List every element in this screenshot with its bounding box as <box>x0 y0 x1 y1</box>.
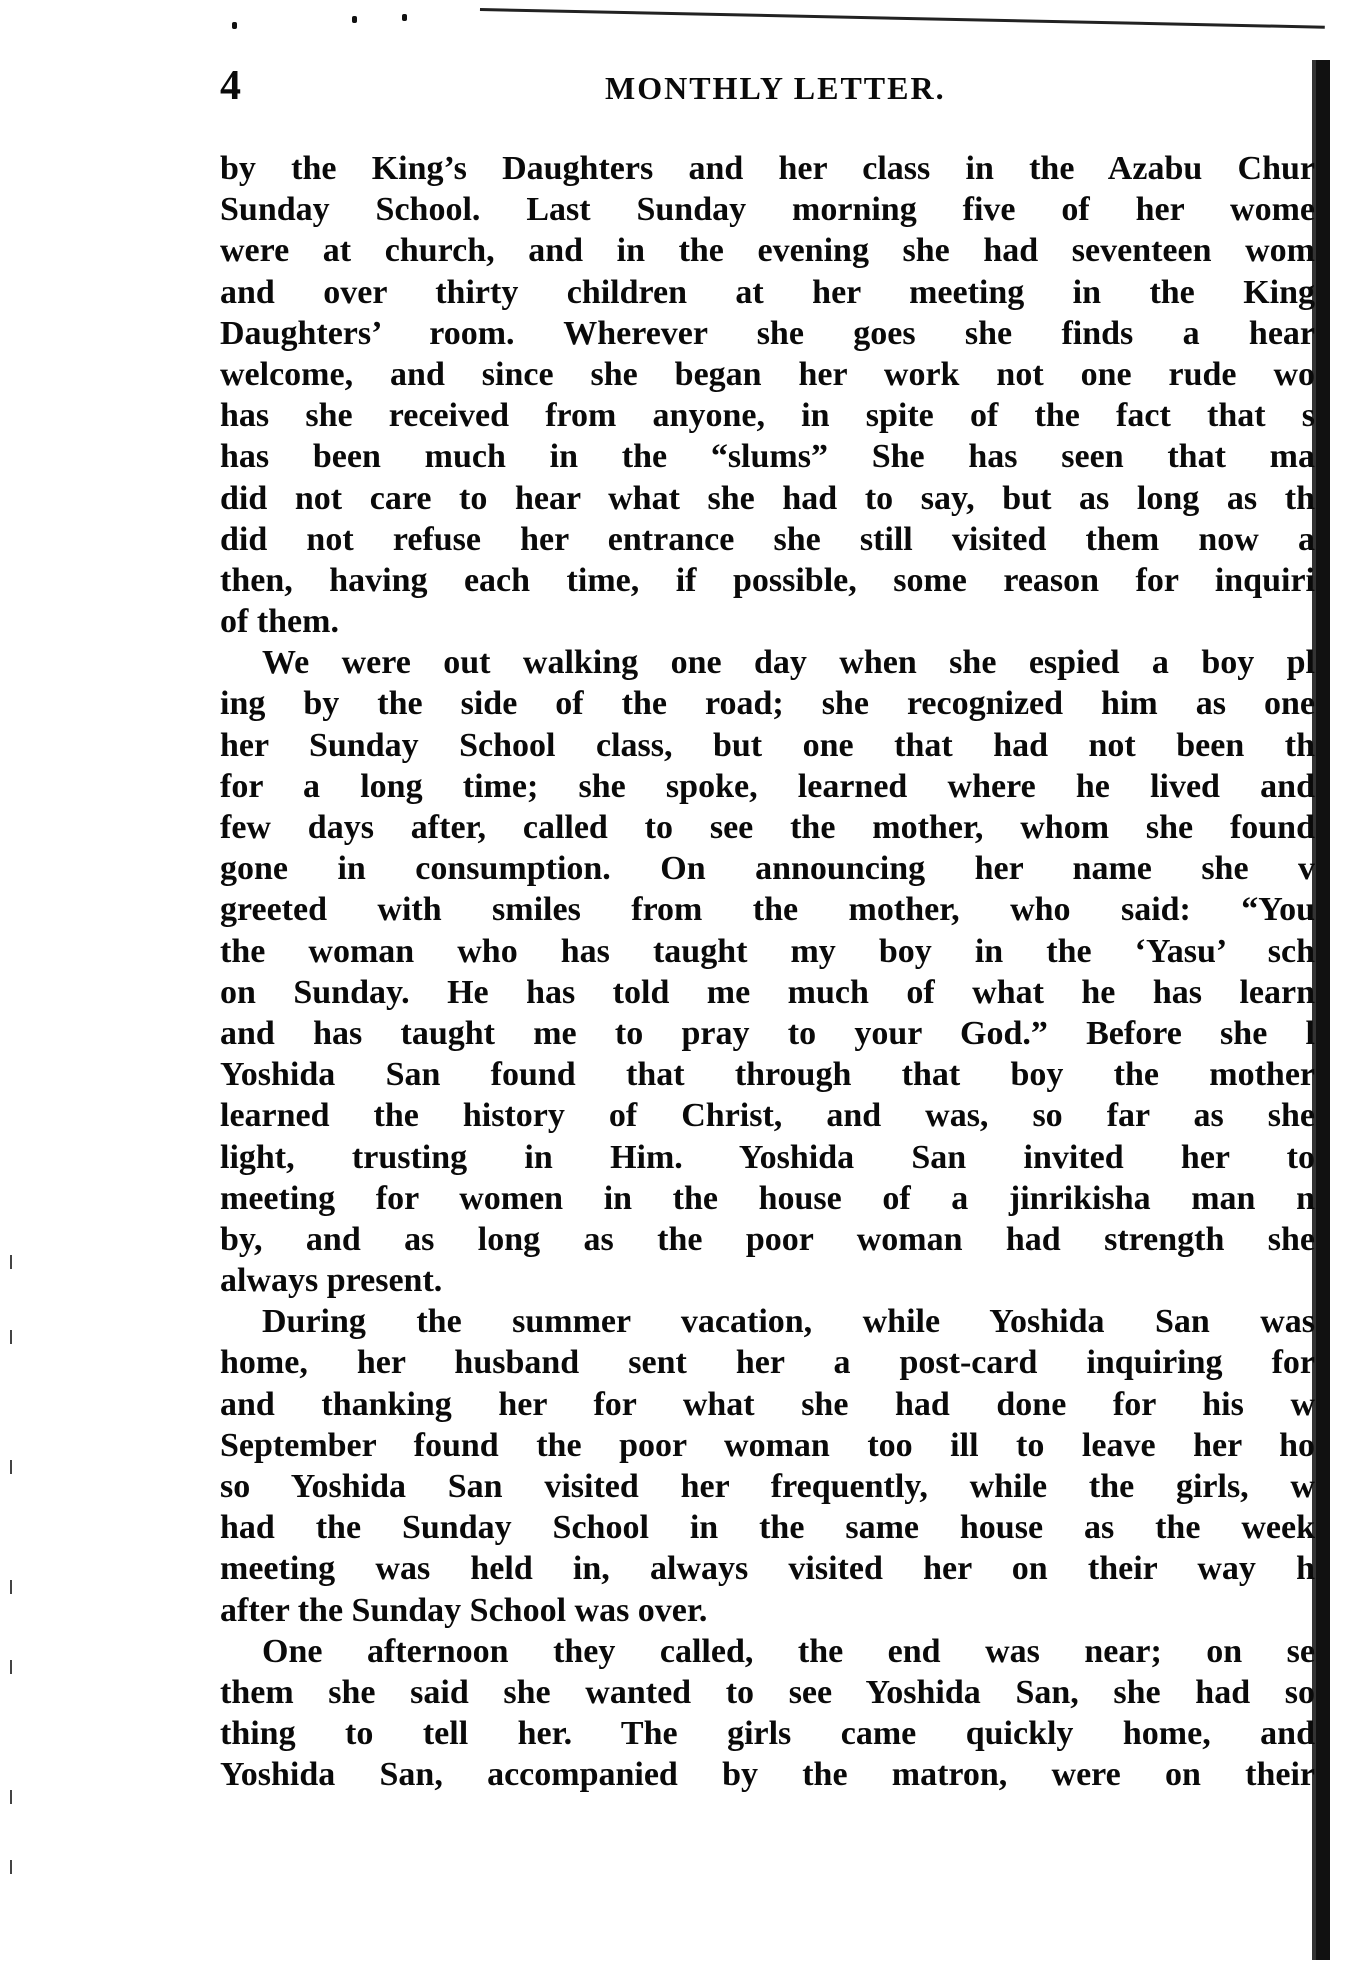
text-line: were at church, and in the evening she had seventeen wom <box>220 232 1315 270</box>
speck <box>10 1790 12 1804</box>
text-line: by the King’s Daughters and her class in the Azabu Chur <box>220 150 1315 187</box>
text-line: thing to tell her. The girls came quickly home, and <box>220 1715 1315 1753</box>
text-line: ing by the side of the road; she recognized him as one <box>220 685 1315 723</box>
page-header <box>220 62 1310 112</box>
text-line: for a long time; she spoke, learned where he lived and <box>220 767 1315 805</box>
speck <box>402 14 407 21</box>
text-line: light, trusting in Him. Yoshida San invited her to <box>220 1138 1315 1176</box>
body-text <box>220 148 1315 1948</box>
text-line: Yoshida San found that through that boy the mother <box>220 1056 1315 1094</box>
text-line: few days after, called to see the mother, whom she found <box>220 809 1315 846</box>
text-line: them she said she wanted to see Yoshida San, she had so <box>220 1673 1315 1711</box>
text-line: by, and as long as the poor woman had strength she <box>220 1220 1315 1258</box>
text-line: During the summer vacation, while Yoshida San was <box>262 1303 1315 1341</box>
text-line: meeting was held in, always visited her on their way h <box>220 1550 1315 1588</box>
running-title: MONTHLY LETTER. <box>605 70 946 106</box>
speck <box>10 1660 12 1674</box>
text-line: and over thirty children at her meeting in the King <box>220 273 1315 311</box>
text-line: the woman who has taught my boy in the ‘Yasu’ sch <box>220 932 1315 970</box>
text-line: has she received from anyone, in spite of the fact that s <box>220 397 1315 435</box>
text-line: has been much in the “slums” She has seen that ma <box>220 438 1315 476</box>
text-line: after the Sunday School was over. <box>220 1591 708 1629</box>
text-line: Yoshida San, accompanied by the matron, were on their <box>220 1756 1315 1794</box>
text-line: meeting for women in the house of a jinrikisha man n <box>220 1179 1315 1217</box>
text-line: greeted with smiles from the mother, who said: “You <box>220 891 1315 929</box>
speck <box>10 1580 12 1594</box>
text-line: gone in consumption. On announcing her name she v <box>220 850 1315 888</box>
text-line: always present. <box>220 1262 443 1300</box>
text-line: did not refuse her entrance she still visited them now a <box>220 520 1315 558</box>
page-number: 4 <box>220 63 241 109</box>
text-line: and has taught me to pray to your God.” Before she l <box>220 1014 1315 1052</box>
text-line: Daughters’ room. Wherever she goes she finds a hear <box>220 314 1315 352</box>
speck <box>10 1330 12 1344</box>
text-line: her Sunday School class, but one that had not been th <box>220 726 1315 764</box>
text-line: September found the poor woman too ill to leave her ho <box>220 1426 1315 1464</box>
speck <box>10 1255 12 1269</box>
text-line: We were out walking one day when she espied a boy pl <box>262 644 1315 682</box>
speck <box>232 22 237 29</box>
text-line: learned the history of Christ, and was, so far as she <box>220 1097 1315 1135</box>
text-line: and thanking her for what she had done for his w <box>220 1385 1315 1423</box>
text-line: had the Sunday School in the same house as the week <box>220 1509 1315 1547</box>
text-line: home, her husband sent her a post-card inquiring for <box>220 1344 1315 1382</box>
text-line: of them. <box>220 603 339 641</box>
text-line: welcome, and since she began her work not one rude wo <box>220 355 1315 393</box>
text-line: did not care to hear what she had to say, but as long as th <box>220 479 1315 517</box>
speck <box>352 16 357 23</box>
text-line: Sunday School. Last Sunday morning five of her wome <box>220 191 1315 229</box>
text-line: One afternoon they called, the end was near; on se <box>262 1632 1315 1670</box>
torn-top-edge <box>479 8 1325 59</box>
speck <box>10 1460 12 1474</box>
text-line: so Yoshida San visited her frequently, while the girls, w <box>220 1468 1315 1505</box>
text-line: then, having each time, if possible, some reason for inquiri <box>220 561 1315 599</box>
speck <box>10 1860 12 1874</box>
text-line: on Sunday. He has told me much of what he has learn <box>220 973 1315 1011</box>
